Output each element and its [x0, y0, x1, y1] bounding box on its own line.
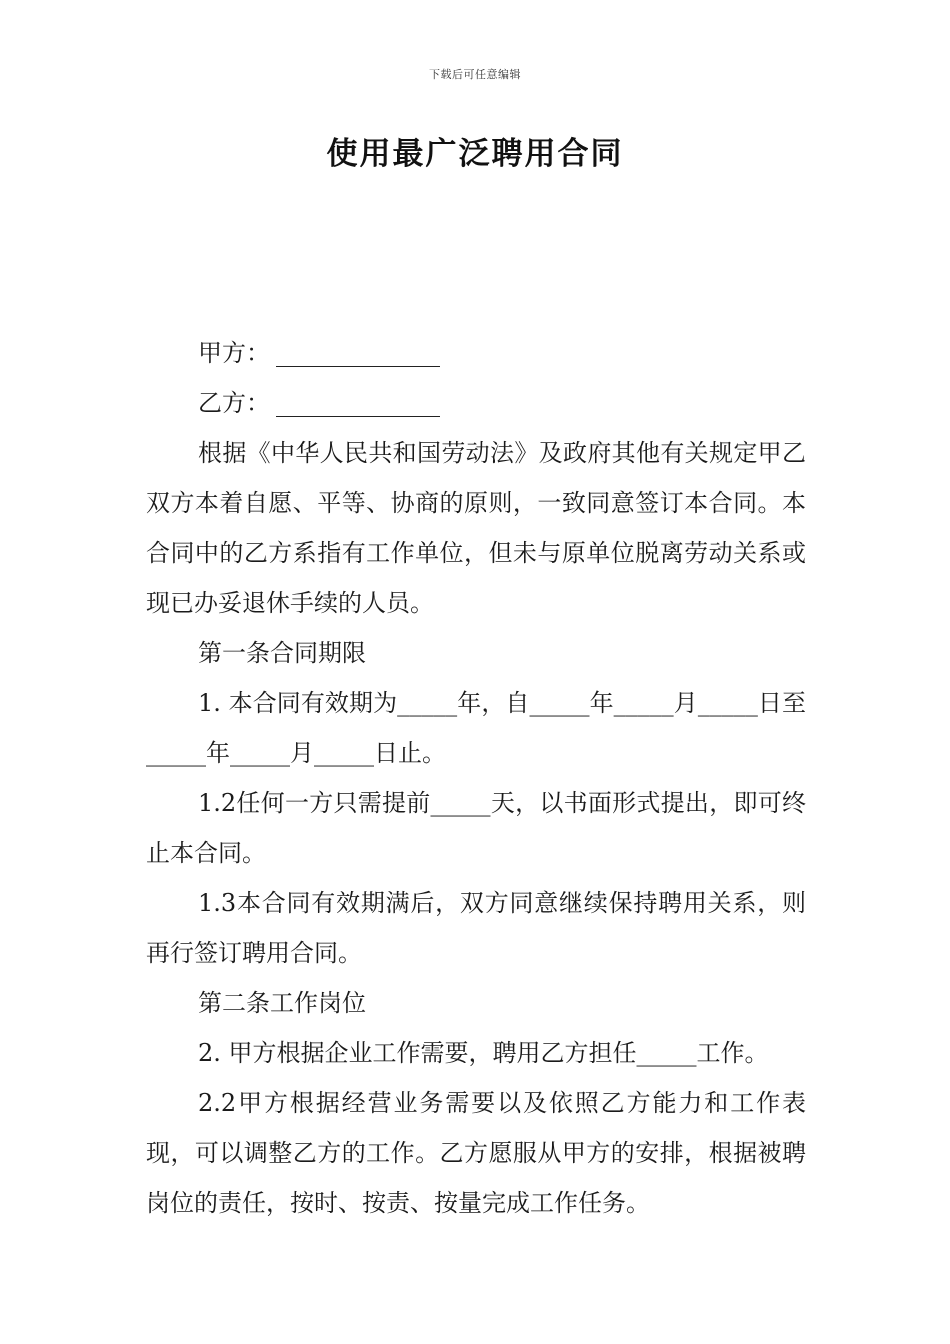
clause-1-2: 1.2任何一方只需提前_____天，以书面形式提出，即可终止本合同。: [146, 789, 806, 867]
party-b-line: [146, 378, 806, 428]
clause-2-1: 2. 甲方根据企业工作需要，聘用乙方担任_____工作。: [198, 1039, 769, 1067]
article-2-heading: 第二条工作岗位: [198, 989, 366, 1017]
document-body: [146, 328, 806, 1228]
party-a-blank: [276, 340, 440, 367]
party-a-line: [146, 328, 806, 378]
party-b-blank: [276, 390, 440, 417]
header-note: 下载后可任意编辑: [429, 68, 521, 81]
intro-paragraph: 根据《中华人民共和国劳动法》及政府其他有关规定甲乙双方本着自愿、平等、协商的原则，一致同意签订本合同。本合同中的乙方系指有工作单位，但未与原单位脱离劳动关系或现已办妥退休手续的人员。: [146, 439, 806, 617]
party-a-label: 甲方：: [198, 339, 270, 367]
clause-1-3: 1.3本合同有效期满后，双方同意继续保持聘用关系，则再行签订聘用合同。: [146, 889, 806, 967]
document-title: 使用最广泛聘用合同: [326, 136, 624, 172]
article-1-heading: 第一条合同期限: [198, 639, 366, 667]
party-b-label: 乙方：: [198, 389, 270, 417]
clause-2-2: 2.2甲方根据经营业务需要以及依照乙方能力和工作表现，可以调整乙方的工作。乙方愿服从甲方的安排，根据被聘岗位的责任，按时、按责、按量完成工作任务。: [146, 1089, 806, 1217]
clause-1-1: 1. 本合同有效期为_____年，自_____年_____月_____日至_____年_____月_____日止。: [146, 689, 806, 767]
